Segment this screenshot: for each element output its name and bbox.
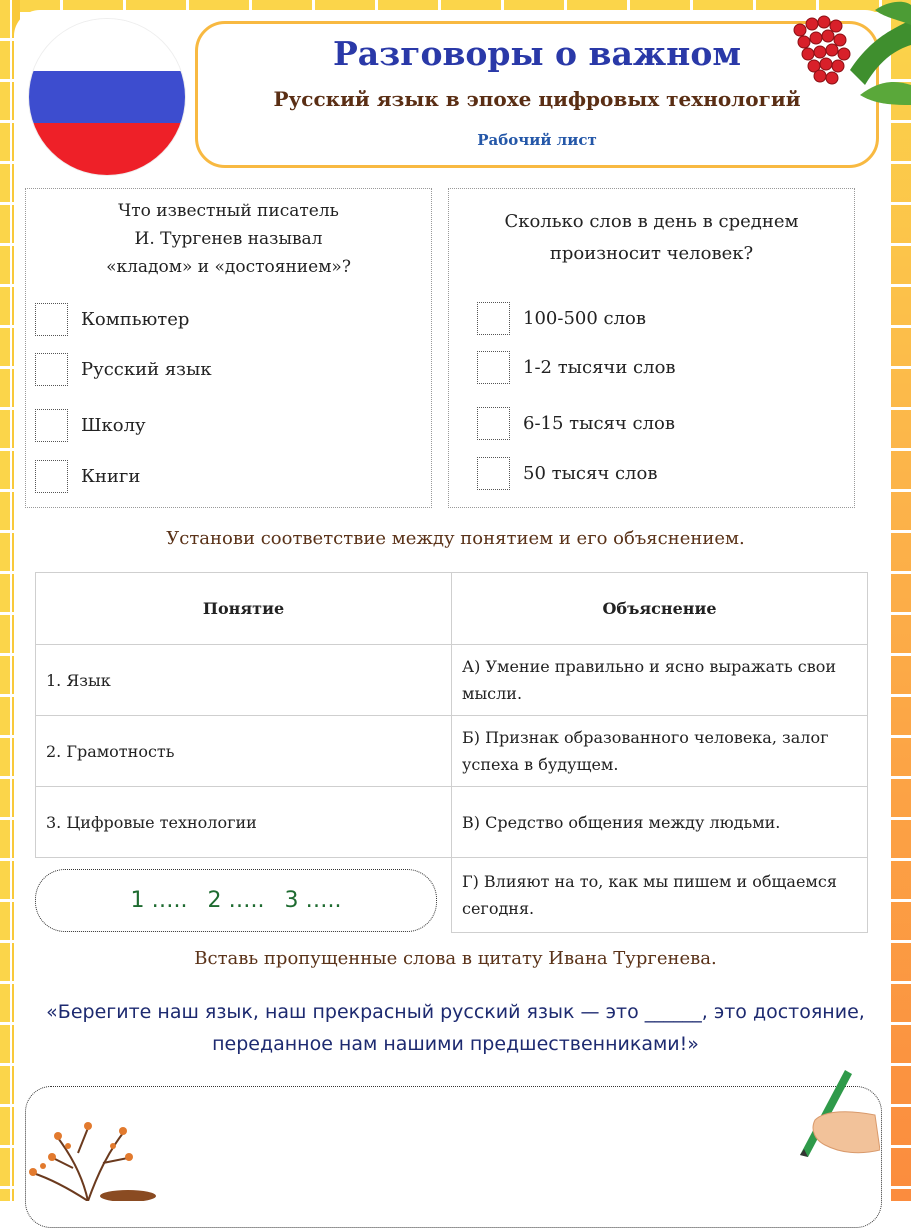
option-label: Компьютер [81,309,190,330]
explanation-cell: В) Средство общения между людьми. [452,787,868,858]
column-header-concept: Понятие [36,573,452,645]
page-title: Разговоры о важном [332,34,742,73]
option-label: 6-15 тысяч слов [523,413,675,434]
option-label: Русский язык [81,359,212,380]
sheet-label: Рабочий лист [477,131,597,149]
concept-cell: 1. Язык [36,645,452,716]
option-label: Школу [81,415,146,436]
table-row [36,645,868,716]
quiz-words-option [477,302,646,335]
decorative-frame-right [891,0,911,1201]
quiz-turgenev-option [35,409,146,442]
quote-instruction: Вставь пропущенные слова в цитату Ивана Тургенева. [194,948,717,969]
quiz-turgenev-box [25,188,432,508]
answer-slot-1[interactable]: 1 ….. [130,888,188,913]
quiz-turgenev-option [35,353,212,386]
option-label: 50 тысяч слов [523,463,658,484]
answer-checkbox[interactable] [35,409,68,442]
page-subtitle: Русский язык в эпохе цифровых технологий [273,87,801,111]
explanation-cell: Г) Влияют на то, как мы пишем и общаемся сегодня. [452,858,868,933]
header-card [195,21,879,168]
answer-checkbox[interactable] [477,302,510,335]
option-label: 100-500 слов [523,308,647,329]
table-row [36,787,868,858]
russian-flag-icon [29,19,185,175]
option-label: Книги [81,466,141,487]
quiz-words-question: Сколько слов в день в среднем произносит человек? [504,211,799,264]
concept-cell: 2. Грамотность [36,716,452,787]
quiz-words-option [477,407,675,440]
quiz-words-option [477,351,676,384]
table-header-row [36,573,868,645]
explanation-cell: Б) Признак образованного человека, залог успеха в будущем. [452,716,868,787]
answer-slot-2[interactable]: 2 ….. [207,888,265,913]
answer-checkbox[interactable] [35,460,68,493]
writing-hand-icon [780,1065,880,1160]
autumn-branch-icon [28,1118,163,1201]
quiz-words-option [477,457,657,490]
answer-checkbox[interactable] [35,303,68,336]
column-header-explanation: Объяснение [452,573,868,645]
answer-checkbox[interactable] [477,407,510,440]
quiz-turgenev-question: Что известный писатель И. Тургенев называл «кладом» и «достоянием»? [106,201,351,277]
matching-instruction: Установи соответствие между понятием и его объяснением. [166,528,745,549]
rowan-berries-icon [790,0,911,110]
table-row [36,716,868,787]
answer-checkbox[interactable] [35,353,68,386]
quiz-turgenev-option [35,460,140,493]
answer-checkbox[interactable] [477,351,510,384]
matching-answer-field[interactable] [35,869,437,932]
answer-slot-3[interactable]: 3 ….. [284,888,342,913]
concept-cell: 3. Цифровые технологии [36,787,452,858]
explanation-cell: А) Умение правильно и ясно выражать свои мысли. [452,645,868,716]
option-label: 1-2 тысячи слов [523,357,676,378]
quiz-words-per-day-box [448,188,855,508]
answer-checkbox[interactable] [477,457,510,490]
turgenev-quote: «Берегите наш язык, наш прекрасный русский язык — это ______, это достояние, переданное нам нашими предшественниками!» [46,1001,865,1055]
quiz-turgenev-option [35,303,189,336]
